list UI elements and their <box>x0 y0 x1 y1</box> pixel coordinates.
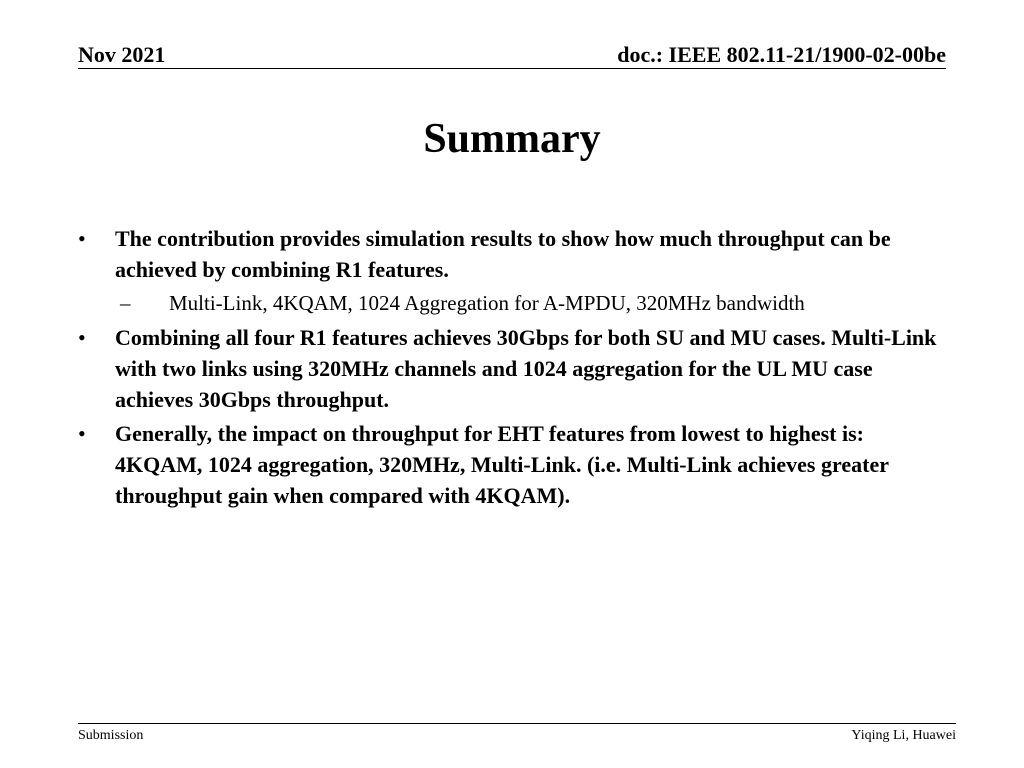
header-date: Nov 2021 <box>78 42 166 67</box>
dash-marker: – <box>120 291 131 315</box>
slide-body <box>76 223 956 514</box>
header-divider <box>78 68 946 69</box>
bullet-item <box>76 322 956 415</box>
bullet-item <box>76 418 956 511</box>
bullet-text: Generally, the impact on throughput for EHT features from lowest to highest is: 4KQAM, 1024 aggregation, 320MHz, Multi-Link. (i.e. Multi-Link achieves greater throughput gain when compared with 4KQAM). <box>115 421 889 508</box>
bullet-marker: • <box>78 325 86 350</box>
bullet-item <box>76 223 956 285</box>
footer-author: Yiqing Li, Huawei <box>851 728 956 743</box>
bullet-marker: • <box>78 421 86 446</box>
slide-title: Summary <box>423 116 601 162</box>
slide-footer <box>78 727 956 745</box>
footer-submission: Submission <box>78 728 144 743</box>
sub-bullet-item <box>115 288 956 318</box>
bullet-marker: • <box>78 226 86 251</box>
sub-bullet-text: Multi-Link, 4KQAM, 1024 Aggregation for A-MPDU, 320MHz bandwidth <box>169 291 805 315</box>
slide-header <box>78 40 946 70</box>
header-doc-id: doc.: IEEE 802.11-21/1900-02-00be <box>617 42 946 67</box>
bullet-text: Combining all four R1 features achieves 30Gbps for both SU and MU cases. Multi-Link with two links using 320MHz channels and 1024 aggregation for the UL MU case achieves 30Gbps throughput. <box>115 325 937 412</box>
bullet-text: The contribution provides simulation results to show how much throughput can be achieved by combining R1 features. <box>115 226 891 282</box>
footer-divider <box>78 723 956 724</box>
